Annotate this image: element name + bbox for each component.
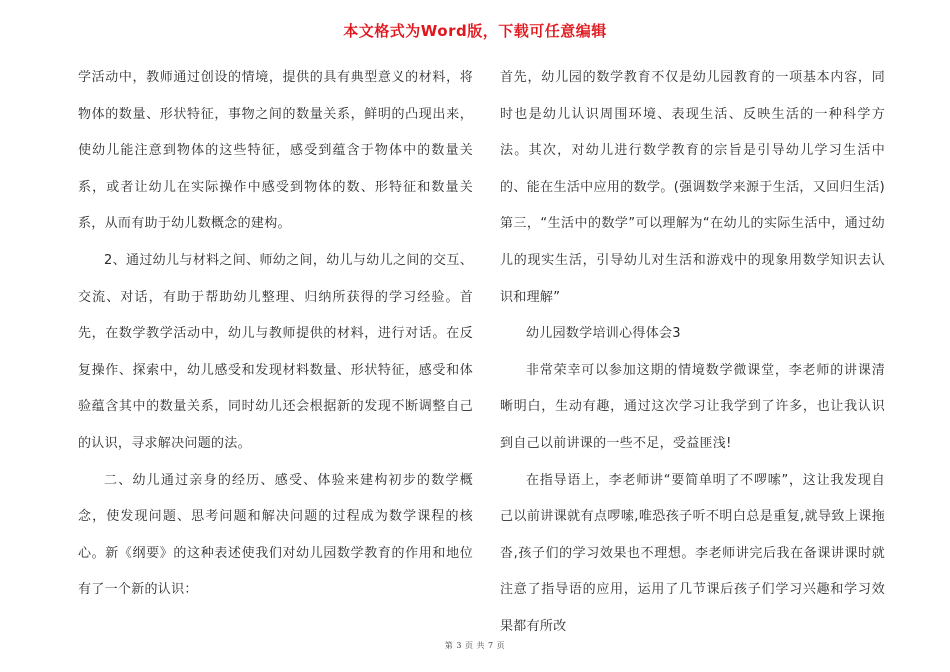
page-number: 第 3 页 共 7 页 — [444, 641, 506, 650]
left-text-column — [78, 60, 473, 609]
section-heading: 幼儿园数学培训心得体会3 — [526, 326, 681, 342]
paragraph-reflection-intro: 非常荣幸可以参加这期的情境数学微课堂，李老师的讲课清晰明白，生动有趣，通过这次学习让我学到了许多，也让我认识到自己以前讲课的一些不足，受益匪浅! — [500, 362, 885, 451]
document-banner: 本文格式为Word版，下载可任意编辑 — [343, 22, 607, 40]
paragraph-section-two: 二、幼儿通过亲身的经历、感受、体验来建构初步的数学概念，使发现问题、思考问题和解决问题的过程成为数学课程的核心。新《纲要》的这种表述使我们对幼儿园数学教育的作用和地位有了一个新的认识： — [78, 472, 473, 598]
paragraph-point-2: 2、通过幼儿与材料之间、师幼之间，幼儿与幼儿之间的交互、交流、对话，有助于帮助幼儿整理、归纳所获得的学习经验。首先，在数学教学活动中，幼儿与教师提供的材料，进行对话。在反复操作、探索中，幼儿感受和发现材料数量、形状特征，感受和体验蕴含其中的数量关系，同时幼儿还会根据新的发现不断调整自己的认识，寻求解决问题的法。 — [78, 252, 473, 451]
paragraph-instruction-language: 在指导语上，李老师讲“要简单明了不啰嗦”，这让我发现自己以前讲课就有点啰嗦,唯恐孩子听不明白总是重复,就导致上课拖沓,孩子们的学习效果也不理想。李老师讲完后我在备课讲课时就注意了指导语的应用，运用了几节课后孩子们学习兴趣和学习效果都有所改 — [500, 472, 885, 634]
right-text-column — [500, 60, 885, 646]
paragraph-continuation-right: 首先，幼儿园的数学教育不仅是幼儿园教育的一项基本内容，同时也是幼儿认识周围环境、表现生活、反映生活的一种科学方法。其次，对幼儿进行数学教育的宗旨是引导幼儿学习生活中的、能在生活中应用的数学。(强调数学来源于生活，又回归生活)第三，“生活中的数学”可以理解为“在幼儿的实际生活中，通过幼儿的现实生活，引导幼儿对生活和游戏中的现象用数学知识去认识和理解” — [500, 70, 885, 305]
paragraph-continuation: 学活动中，教师通过创设的情境，提供的具有典型意义的材料，将物体的数量、形状特征，事物之间的数量关系，鲜明的凸现出来，使幼儿能注意到物体的这些特征，感受到蕴含于物体中的数量关系，或者让幼儿在实际操作中感受到物体的数、形特征和数量关系，从而有助于幼儿数概念的建构。 — [78, 70, 473, 232]
